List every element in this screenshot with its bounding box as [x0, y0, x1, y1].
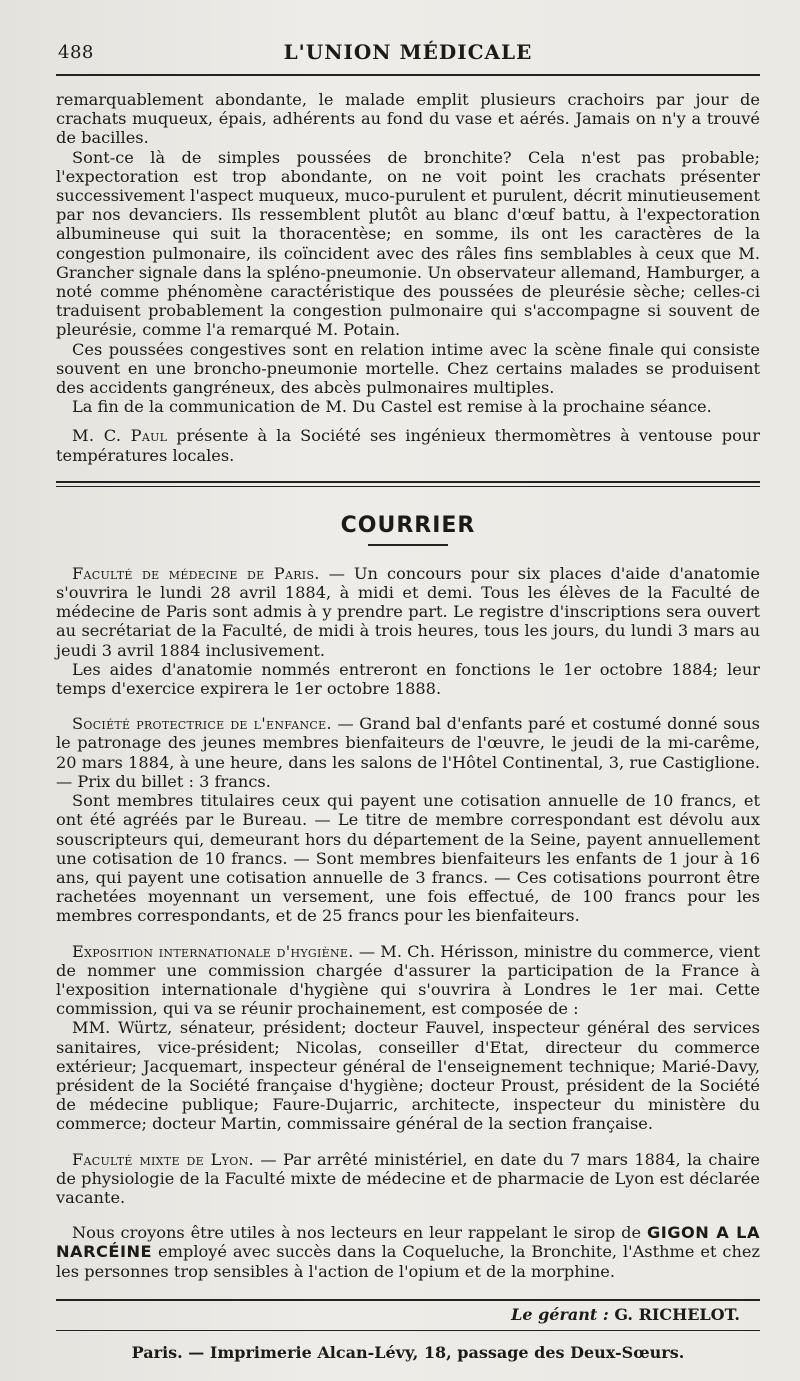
paul-name: M. C. Paul — [72, 426, 168, 446]
news-item: Exposition internationale d'hygiène. — M. Ch. Hérisson, ministre du commerce, vient de nommer une commission chargée d'assurer la participation de la France à l'exposition internationale d'hygiène qui s'ouvrira à Londres le 1er mai. Cette commission, qui va se réunir prochainement, est composée de : — [56, 941, 760, 1019]
paragraph: La fin de la communication de M. Du Castel est remise à la prochaine séance. — [72, 397, 712, 417]
paul-text: présente à la Société ses ingénieux thermomètres à ventouse pour températures locales. — [56, 426, 760, 465]
printer-imprint: Paris. — Imprimerie Alcan-Lévy, 18, passage des Deux-Sœurs. — [131, 1342, 685, 1362]
footer-rule — [56, 1299, 760, 1301]
product-name: GIGON A LA NARCÉINE — [56, 1223, 760, 1262]
paragraph: Ces poussées congestives sont en relation intime avec la scène finale qui consiste souvent en une broncho-pneumonie mortelle. Chez certains malades se produisent des accidents gangréneux, des abcès pulmonaires multiples. — [56, 339, 760, 398]
journal-title: L'UNION MÉDICALE — [283, 40, 533, 64]
advertisement: Nous croyons être utiles à nos lecteurs en leur rappelant le sirop de GIGON A LA NARCÉINE employé avec succès dans la Coqueluche, la Bronchite, l'Asthme et chez les personnes trop sensibles à l'action de l'opium et de la morphine. — [56, 1223, 760, 1281]
section-divider — [56, 481, 760, 487]
news-paragraph: MM. Würtz, sénateur, président; docteur Fauvel, inspecteur général des services sanitaires, vice-président; Nicolas, conseiller d'Etat, directeur du commerce extérieur; Jacquemart, inspecteur général de l'enseignement technique; Marié-Davy, président de la Société française d'hygiène; docteur Proust, président de la Société de médecine publique; Faure-Dujarric, architecte, inspecteur du ministère du commerce; docteur Martin, commissaire général de la section française. — [56, 1018, 760, 1134]
footer-thin-rule — [56, 1330, 760, 1331]
news-item: Société protectrice de l'enfance. — Grand bal d'enfants paré et costumé donné sous le patronage des jeunes membres bienfaiteurs de l'œuvre, le jeudi de la mi-carême, 20 mars 1884, à une heure, dans les salons de l'Hôtel Continental, 3, rue Castiglione. — Prix du billet : 3 francs. — [56, 714, 760, 791]
title-underline — [368, 544, 448, 546]
page-number: 488 — [58, 42, 94, 63]
news-heading: Société protectrice de l'enfance. — [72, 714, 332, 734]
gerant-name: G. RICHELOT. — [614, 1304, 740, 1324]
section-title: COURRIER — [340, 512, 476, 538]
news-heading: Faculté mixte de Lyon. — [72, 1149, 254, 1169]
news-heading: Faculté de médecine de Paris. — [72, 563, 320, 583]
news-item: Faculté de médecine de Paris. — Un concours pour six places d'aide d'anatomie s'ouvrira le lundi 28 avril 1884, à midi et demi. Tous les élèves de la Faculté de médecine de Paris sont admis à y prendre part. Le registre d'inscriptions sera ouvert au secrétariat de la Faculté, de midi à trois heures, tous les jours, du lundi 3 mars au jeudi 3 avril 1884 inclusivement. — [56, 563, 760, 660]
header-rule — [56, 74, 760, 76]
paragraph: Sont-ce là de simples poussées de bronchite? Cela n'est pas probable; l'expectoration est trop abondante, on ne voit point les crachats présenter successivement l'aspect muqueux, muco-purulent et purulent, décrit minutieusement par nos devanciers. Ils ressemblent plutôt au blanc d'œuf battu, à l'expectoration albumineuse qui suit la thoracentèse; en somme, ils ont les caractères de la congestion pulmonaire, ils coïncident avec des râles fins semblables à ceux que M. Grancher signale dans la spléno-pneumonie. Un observateur allemand, Hamburger, a noté comme phénomène caractéristique des poussées de pleurésie sèche; celles-ci traduisent probablement la congestion pulmonaire qui s'accompagne si souvent de pleurésie, comme l'a remarqué M. Potain. — [56, 147, 760, 340]
running-head — [56, 38, 760, 78]
paragraph: remarquablement abondante, le malade emplit plusieurs crachoirs par jour de crachats muqueux, épais, adhérents au fond du vase et aérés. Jamais on n'y a trouvé de bacilles. — [56, 90, 760, 148]
gerant-signature: Le gérant : G. RICHELOT. — [511, 1304, 740, 1324]
article-continuation — [56, 90, 760, 465]
news-paragraph: Sont membres titulaires ceux qui payent une cotisation annuelle de 10 francs, et ont été agréés par le Bureau. — Le titre de membre correspondant est dévolu aux souscripteurs qui, demeurant hors du département de la Seine, payent annuellement une cotisation de 10 francs. — Sont membres bienfaiteurs les enfants de 1 jour à 16 ans, qui payent une cotisation annuelle de 3 francs. — Ces cotisations pourront être rachetées moyennant un versement, une fois effectué, de 100 francs pour les membres correspondants, et de 25 francs pour les bienfaiteurs. — [56, 791, 760, 926]
courrier-section — [56, 564, 760, 1281]
news-item: Faculté mixte de Lyon. — Par arrêté ministériel, en date du 7 mars 1884, la chaire de physiologie de la Faculté mixte de médecine et de pharmacie de Lyon est déclarée vacante. — [56, 1149, 760, 1207]
paul-note — [56, 426, 760, 464]
news-heading: Exposition internationale d'hygiène. — [72, 941, 354, 961]
news-paragraph: Les aides d'anatomie nommés entreront en fonctions le 1er octobre 1884; leur temps d'exercice expirera le 1er octobre 1888. — [56, 659, 760, 699]
